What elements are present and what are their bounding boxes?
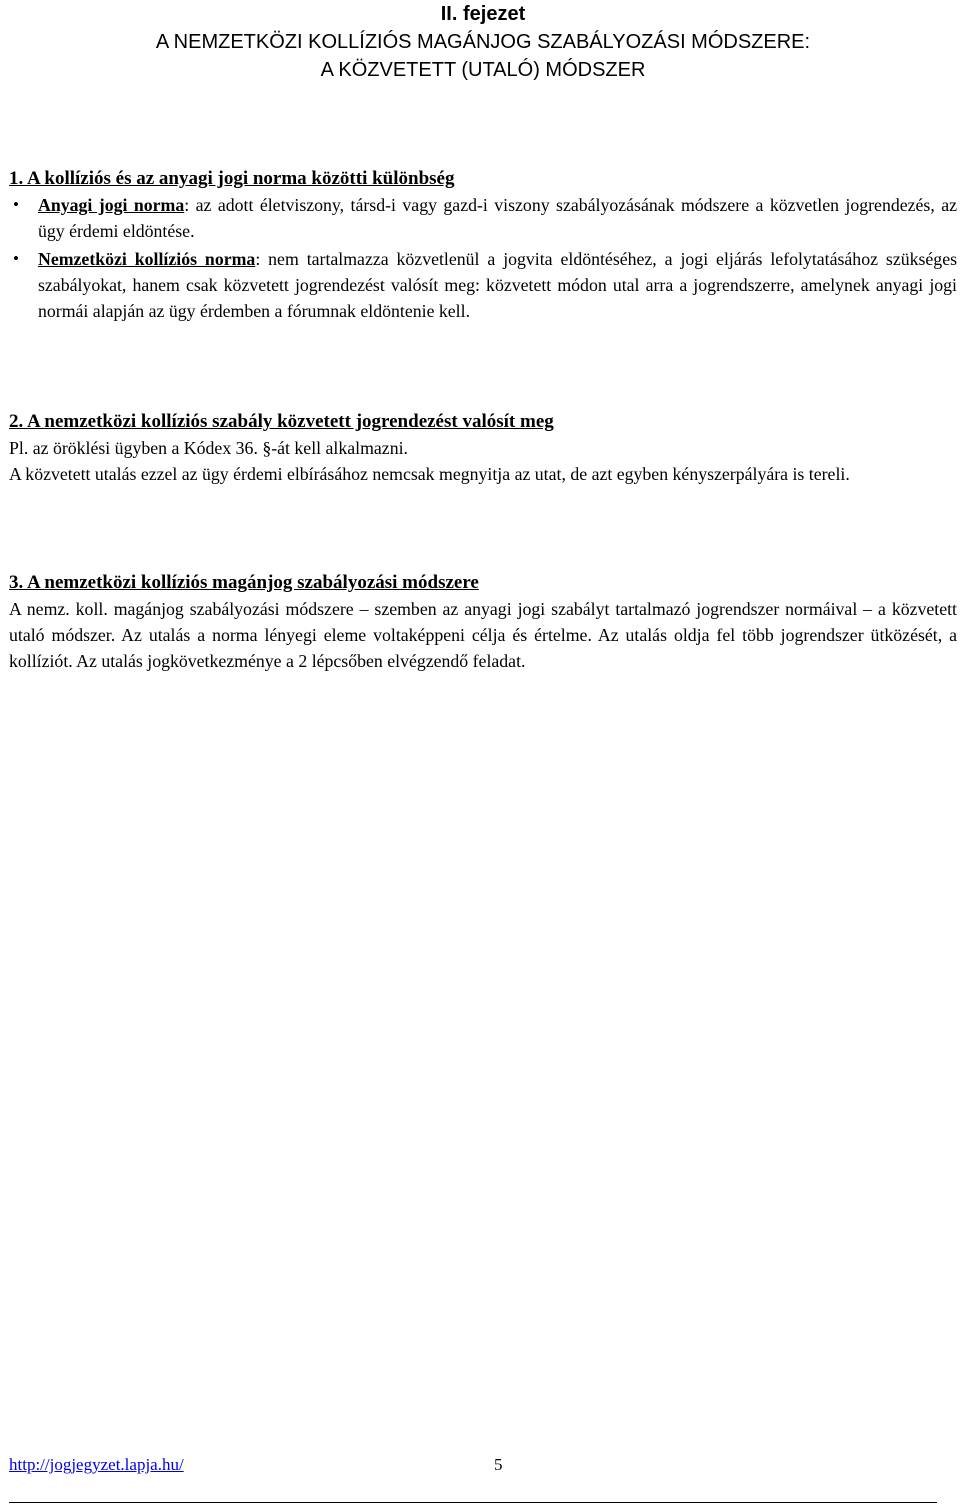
section-2-paragraph: A közvetett utalás ezzel az ügy érdemi elbírásához nemcsak megnyitja az utat, de azt egyben kényszerpályára is tereli.	[9, 464, 850, 484]
section-2-example: Pl. az öröklési ügyben a Kódex 36. §-át kell alkalmazni.	[9, 438, 408, 458]
chapter-title-line2: A KÖZVETETT (UTALÓ) MÓDSZER	[320, 59, 646, 81]
bullet-item-anyagi-jogi-norma	[9, 192, 957, 244]
bullet-icon: •	[13, 195, 19, 214]
bullet-term: Anyagi jogi norma	[38, 195, 185, 215]
section-2-heading: 2. A nemzetközi kollíziós szabály közvetett jogrendezést valósít meg	[9, 411, 554, 432]
section-3-heading: 3. A nemzetközi kollíziós magánjog szabályozási módszere	[9, 572, 479, 593]
bullet-term: Nemzetközi kollíziós norma	[38, 249, 256, 269]
section-1	[9, 166, 957, 324]
page-number: 5	[494, 1455, 503, 1474]
chapter-header	[9, 0, 957, 84]
bullet-icon: •	[13, 249, 19, 268]
chapter-title-line1: A NEMZETKÖZI KOLLÍZIÓS MAGÁNJOG SZABÁLYOZÁSI MÓDSZERE:	[155, 31, 811, 53]
bullet-text: : nem tartalmazza közvetlenül a jogvita eldöntéséhez, a jogi eljárás lefolytatásához szükséges szabályokat, hanem csak közvetett jogrendezést valósít meg: közvetett módon utal arra a jogrendszerre, amelynek anyagi jogi normái alapján az ügy érdemben a fórumnak eldöntenie kell.	[38, 249, 958, 321]
footer-divider	[9, 1502, 937, 1503]
chapter-label: II. fejezet	[440, 3, 526, 25]
section-2	[9, 409, 957, 487]
bullet-text: : az adott életviszony, társd-i vagy gazd-i viszony szabályozásának módszere a közvetlen jogrendezés, az ügy érdemi eldöntése.	[38, 195, 957, 241]
section-1-heading: 1. A kollíziós és az anyagi jogi norma közötti különbség	[9, 168, 455, 189]
section-3	[9, 570, 957, 674]
bullet-item-nemzetkozi-kollizios-norma	[9, 246, 957, 324]
section-3-paragraph: A nemz. koll. magánjog szabályozási módszere – szemben az anyagi jogi szabályt tartalmazó jogrendszer normáival – a közvetett utaló módszer. Az utalás a norma lényegi eleme voltaképpeni célja és értelme. Az utalás oldja fel több jogrendszer ütközését, a kollíziót. Az utalás jogkövetkezménye a 2 lépcsőben elvégzendő feladat.	[9, 599, 957, 671]
footer-link[interactable]: http://jogjegyzet.lapja.hu/	[9, 1455, 184, 1474]
document-page	[9, 0, 957, 84]
